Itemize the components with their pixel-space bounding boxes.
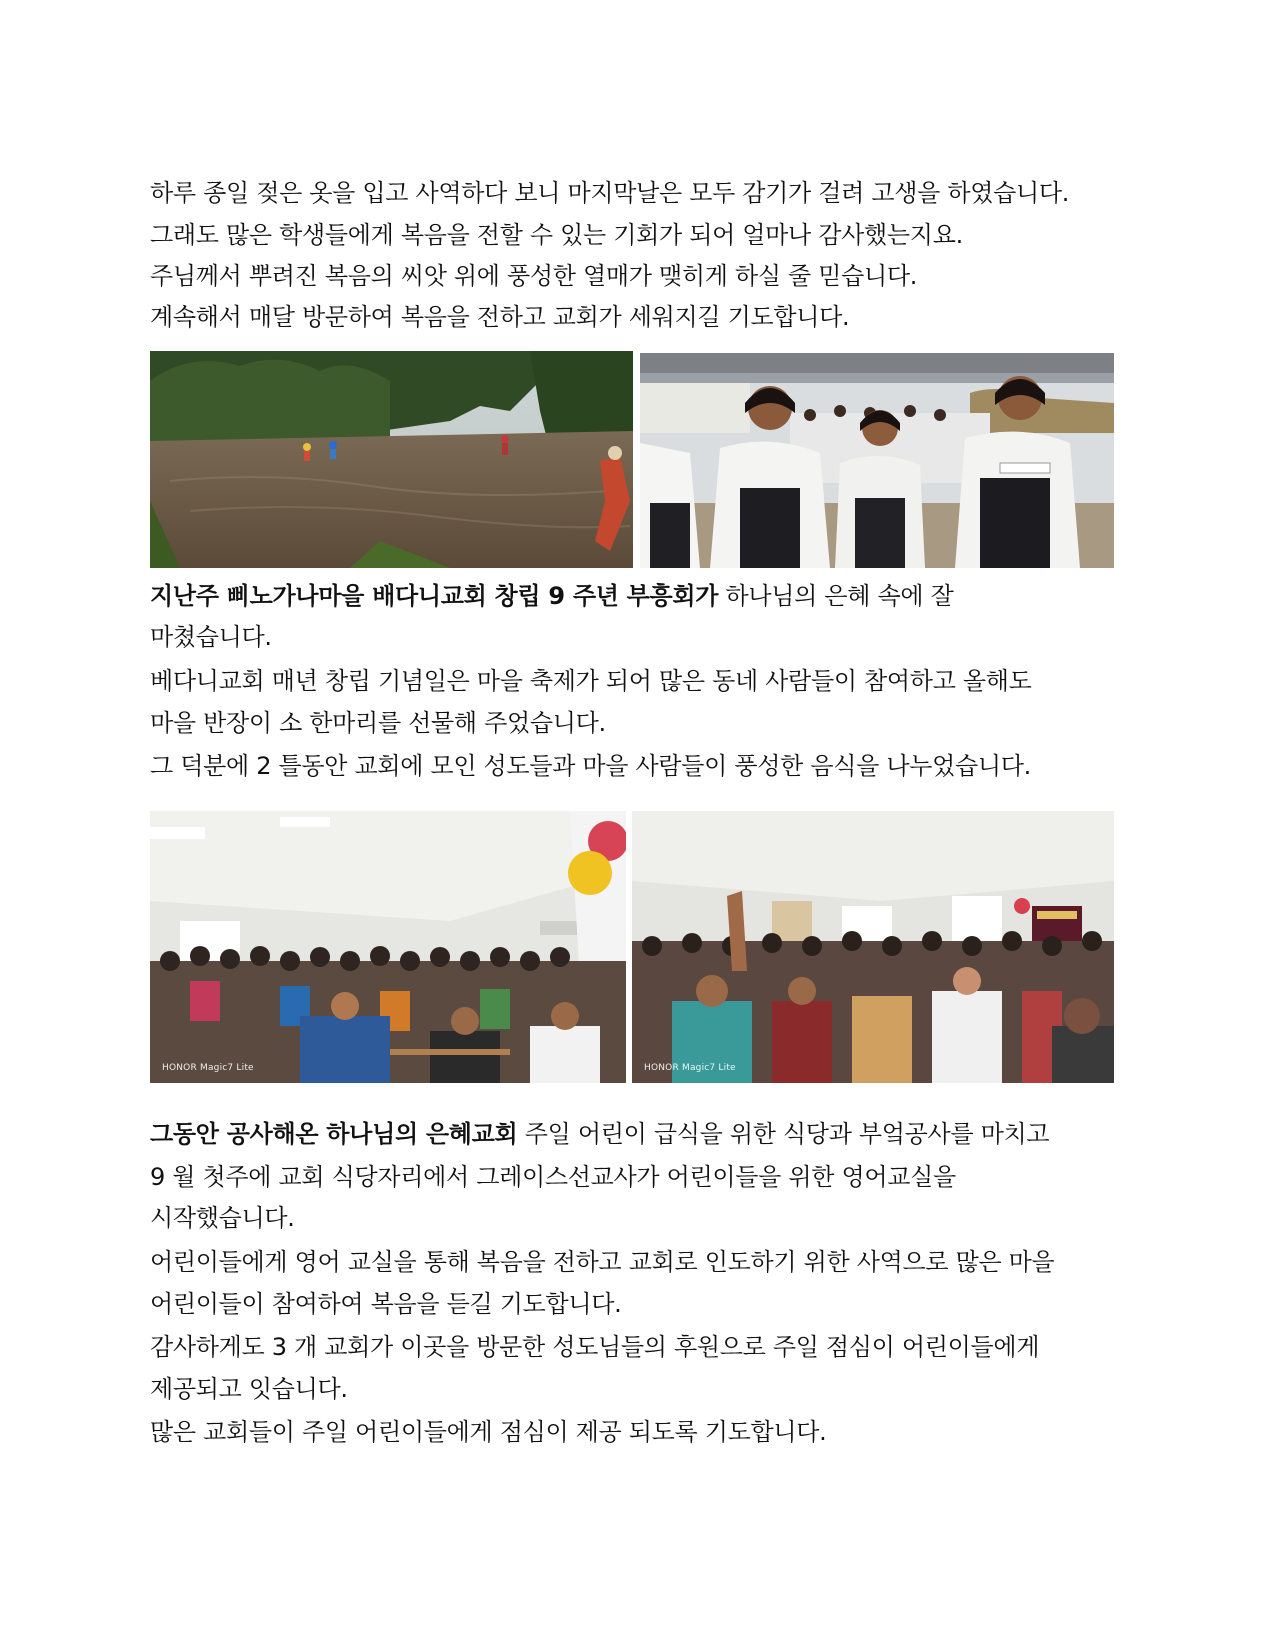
camera-watermark: HONOR Magic7 Lite: [644, 1063, 736, 1073]
paragraph-text: 하나님의 은혜 속에 잘: [718, 582, 954, 610]
paragraph-line: 하루 종일 젖은 옷을 입고 사역하다 보니 마지막날은 모두 감기가 걸려 고생을 하였습니다.: [150, 179, 1070, 207]
paragraph-line: 제공되고 잇습니다.: [150, 1375, 348, 1403]
church-crowd-photo-left: [150, 811, 626, 1083]
students-photo: [640, 353, 1114, 568]
paragraph-line: 그래도 많은 학생들에게 복음을 전할 수 있는 기회가 되어 얼마나 감사했는지요.: [150, 221, 963, 249]
paragraph-line: 마을 반장이 소 한마리를 선물해 주었습니다.: [150, 709, 606, 737]
paragraph-line: 어린이들에게 영어 교실을 통해 복음을 전하고 교회로 인도하기 위한 사역으로 많은 마을: [150, 1248, 1055, 1276]
paragraph-line: 그 덕분에 2 틀동안 교회에 모인 성도들과 마을 사람들이 풍성한 음식을 나누었습니다.: [150, 752, 1031, 780]
paragraph-line: 시작했습니다.: [150, 1204, 295, 1232]
paragraph-line: 많은 교회들이 주일 어린이들에게 점심이 제공 되도록 기도합니다.: [150, 1418, 827, 1446]
bold-heading: 그동안 공사해온 하나님의 은혜교회: [150, 1120, 518, 1148]
paragraph-line: [150, 1119, 1049, 1149]
paragraph-line: 베다니교회 매년 창립 기념일은 마을 축제가 되어 많은 동네 사람들이 참여하고 올해도: [150, 667, 1032, 695]
paragraph-line: 주님께서 뿌려진 복음의 씨앗 위에 풍성한 열매가 맺히게 하실 줄 믿습니다.: [150, 262, 918, 290]
paragraph-line: 감사하게도 3 개 교회가 이곳을 방문한 성도님들의 후원으로 주일 점심이 어린이들에게: [150, 1333, 1040, 1361]
paragraph-line: 마쳤습니다.: [150, 623, 272, 651]
church-crowd-photo-right: [632, 811, 1114, 1083]
river-crossing-photo: [150, 351, 633, 568]
paragraph-text: 주일 어린이 급식을 위한 식당과 부엌공사를 마치고: [517, 1120, 1050, 1148]
paragraph-line: 9 월 첫주에 교회 식당자리에서 그레이스선교사가 어린이들을 위한 영어교실을: [150, 1163, 956, 1191]
paragraph-line: [150, 581, 953, 611]
camera-watermark: HONOR Magic7 Lite: [162, 1063, 254, 1073]
paragraph-line: 어린이들이 참여하여 복음을 듣길 기도합니다.: [150, 1290, 622, 1318]
bold-heading: 지난주 삐노가나마을 배다니교회 창립 9 주년 부흥회가: [150, 582, 719, 610]
paragraph-line: 계속해서 매달 방문하여 복음을 전하고 교회가 세워지길 기도합니다.: [150, 303, 850, 331]
